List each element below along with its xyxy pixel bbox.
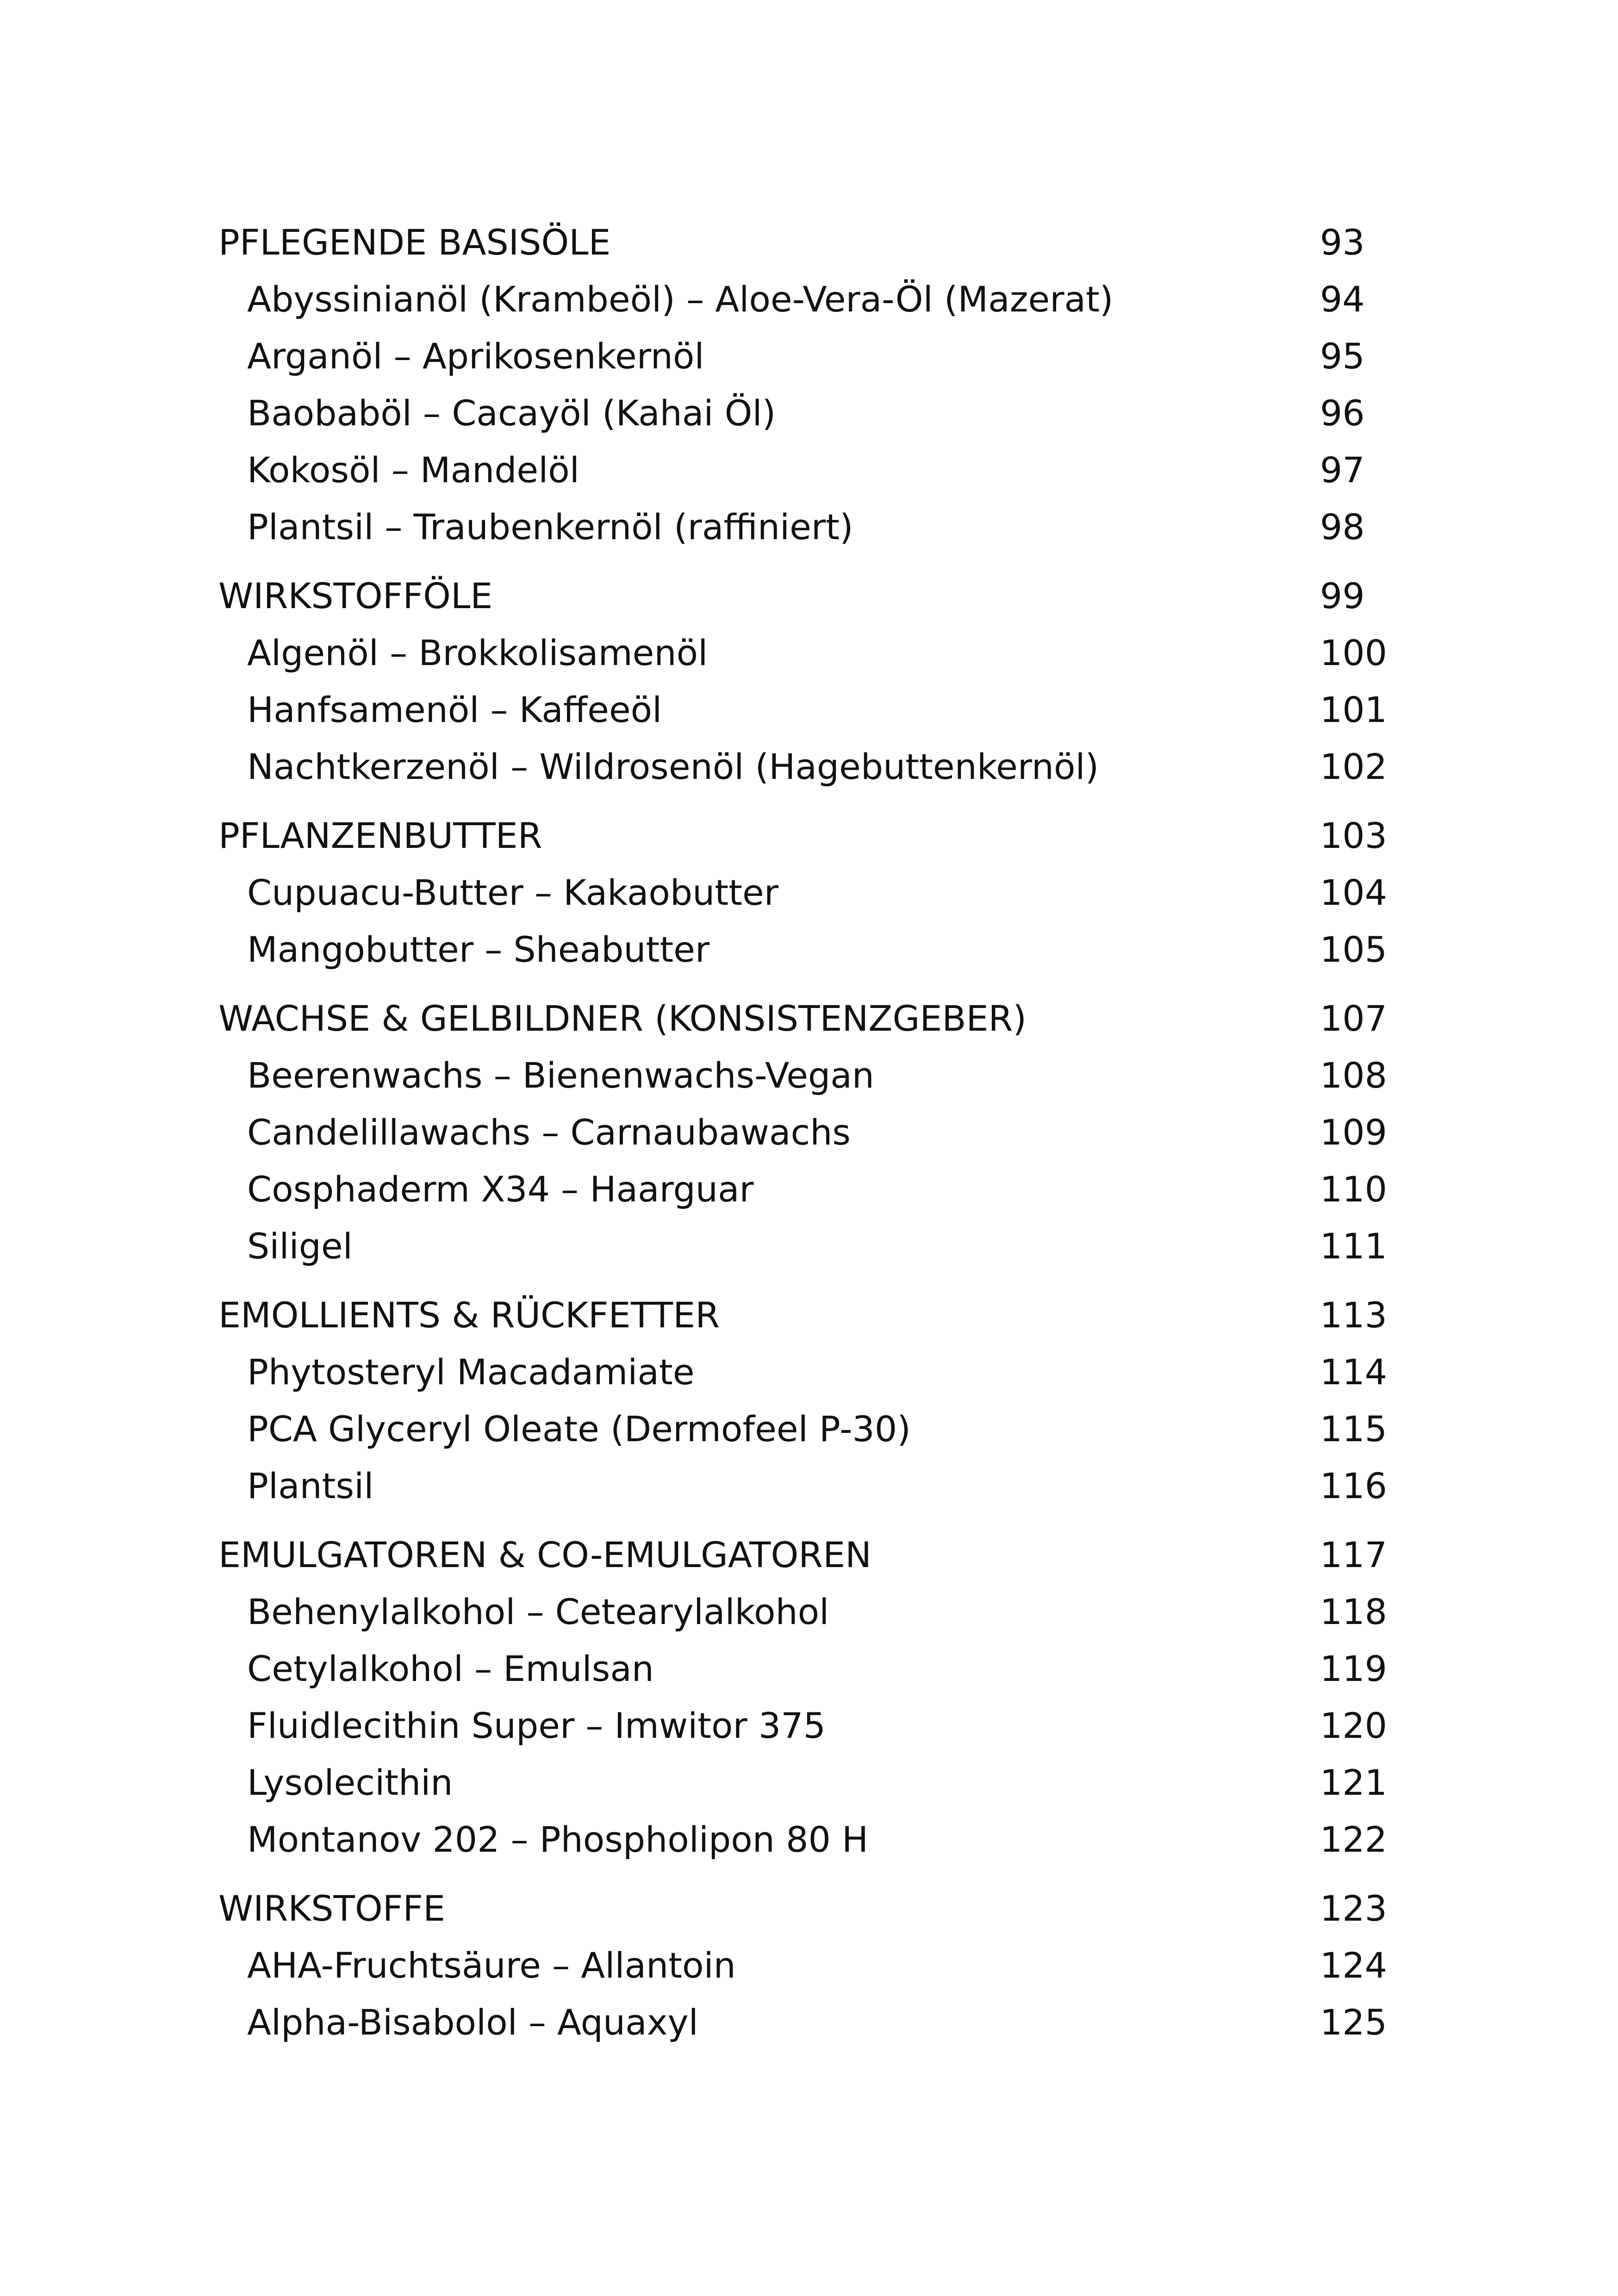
entry-page-number: 102 xyxy=(1320,746,1388,787)
toc-entry xyxy=(218,442,1387,498)
entry-label: Plantsil xyxy=(247,1465,374,1506)
entry-label: Abyssinianöl (Krambeöl) – Aloe-Vera-Öl (Mazerat) xyxy=(247,279,1114,320)
entry-page-number: 109 xyxy=(1320,1112,1388,1153)
toc-entry xyxy=(218,498,1387,555)
entry-page-number: 125 xyxy=(1320,2002,1388,2043)
toc-section xyxy=(218,567,1387,795)
entry-page-number: 115 xyxy=(1320,1408,1388,1450)
entry-label: AHA-Fruchtsäure – Allantoin xyxy=(247,1945,736,1986)
entry-page-number: 104 xyxy=(1320,872,1388,913)
section-page-number: 117 xyxy=(1320,1534,1388,1575)
entry-page-number: 118 xyxy=(1320,1591,1388,1632)
section-page-number: 107 xyxy=(1320,998,1388,1039)
toc-entry xyxy=(218,271,1387,328)
entry-label: Alpha-Bisabolol – Aquaxyl xyxy=(247,2002,698,2043)
toc-section xyxy=(218,807,1387,978)
toc-entry xyxy=(218,1994,1387,2051)
section-title: WACHSE & GELBILDNER (KONSISTENZGEBER) xyxy=(218,998,1027,1039)
toc-entry xyxy=(218,1344,1387,1400)
toc-section xyxy=(218,990,1387,1275)
toc-entry xyxy=(218,738,1387,795)
toc-entry xyxy=(218,1583,1387,1640)
entry-label: Cetylalkohol – Emulsan xyxy=(247,1648,654,1689)
entry-label: Baobaböl – Cacayöl (Kahai Öl) xyxy=(247,392,776,434)
entry-page-number: 97 xyxy=(1320,449,1365,491)
entry-page-number: 124 xyxy=(1320,1945,1388,1986)
entry-label: Lysolecithin xyxy=(247,1762,453,1803)
section-title: WIRKSTOFFÖLE xyxy=(218,575,493,616)
entry-page-number: 100 xyxy=(1320,632,1388,673)
entry-label: Cosphaderm X34 – Haarguar xyxy=(247,1169,754,1210)
toc-section xyxy=(218,214,1387,555)
entry-label: Fluidlecithin Super – Imwitor 375 xyxy=(247,1705,826,1746)
entry-page-number: 121 xyxy=(1320,1762,1388,1803)
toc-section xyxy=(218,1526,1387,1868)
entry-page-number: 116 xyxy=(1320,1465,1388,1506)
toc-entry xyxy=(218,681,1387,738)
entry-label: Montanov 202 – Phospholipon 80 H xyxy=(247,1819,869,1860)
entry-page-number: 101 xyxy=(1320,689,1388,730)
section-heading xyxy=(218,807,1387,864)
entry-label: Candelillawachs – Carnaubawachs xyxy=(247,1112,851,1153)
section-title: PFLEGENDE BASISÖLE xyxy=(218,222,611,263)
entry-label: Cupuacu-Butter – Kakaobutter xyxy=(247,872,778,913)
toc-entry xyxy=(218,921,1387,978)
section-title: PFLANZENBUTTER xyxy=(218,815,542,856)
section-heading xyxy=(218,990,1387,1047)
entry-page-number: 122 xyxy=(1320,1819,1388,1860)
section-heading xyxy=(218,1880,1387,1937)
entry-label: Algenöl – Brokkolisamenöl xyxy=(247,632,708,673)
entry-label: Arganöl – Aprikosenkernöl xyxy=(247,336,704,377)
entry-label: Hanfsamenöl – Kaffeeöl xyxy=(247,689,662,730)
entry-label: PCA Glyceryl Oleate (Dermofeel P-30) xyxy=(247,1408,911,1450)
entry-label: Beerenwachs – Bienenwachs-Vegan xyxy=(247,1055,874,1096)
toc-entry xyxy=(218,1218,1387,1275)
toc-entry xyxy=(218,1754,1387,1811)
toc-entry xyxy=(218,1400,1387,1457)
entry-page-number: 98 xyxy=(1320,506,1365,548)
toc-entry xyxy=(218,385,1387,442)
entry-label: Mangobutter – Sheabutter xyxy=(247,929,710,970)
entry-page-number: 110 xyxy=(1320,1169,1388,1210)
toc-entry xyxy=(218,1104,1387,1161)
toc-entry xyxy=(218,1697,1387,1754)
section-heading xyxy=(218,567,1387,624)
entry-page-number: 120 xyxy=(1320,1705,1388,1746)
entry-page-number: 119 xyxy=(1320,1648,1388,1689)
entry-page-number: 95 xyxy=(1320,336,1365,377)
entry-page-number: 105 xyxy=(1320,929,1388,970)
entry-page-number: 111 xyxy=(1320,1226,1388,1267)
section-heading xyxy=(218,1526,1387,1583)
section-heading xyxy=(218,1287,1387,1344)
entry-page-number: 108 xyxy=(1320,1055,1388,1096)
section-title: EMULGATOREN & CO-EMULGATOREN xyxy=(218,1534,871,1575)
toc-section xyxy=(218,1287,1387,1514)
section-page-number: 99 xyxy=(1320,575,1365,616)
section-page-number: 93 xyxy=(1320,222,1365,263)
entry-page-number: 114 xyxy=(1320,1351,1388,1393)
section-page-number: 103 xyxy=(1320,815,1388,856)
section-page-number: 113 xyxy=(1320,1294,1388,1336)
entry-label: Kokosöl – Mandelöl xyxy=(247,449,579,491)
toc-section xyxy=(218,1880,1387,2051)
toc-entry xyxy=(218,1811,1387,1868)
table-of-contents xyxy=(218,214,1387,2063)
entry-label: Siligel xyxy=(247,1226,353,1267)
toc-entry xyxy=(218,1161,1387,1218)
section-page-number: 123 xyxy=(1320,1888,1388,1929)
toc-entry xyxy=(218,1047,1387,1104)
entry-page-number: 96 xyxy=(1320,392,1365,434)
entry-page-number: 94 xyxy=(1320,279,1365,320)
toc-entry xyxy=(218,1457,1387,1514)
section-title: WIRKSTOFFE xyxy=(218,1888,446,1929)
toc-entry xyxy=(218,864,1387,921)
toc-entry xyxy=(218,1640,1387,1697)
section-title: EMOLLIENTS & RÜCKFETTER xyxy=(218,1294,720,1336)
entry-label: Behenylalkohol – Cetearylalkohol xyxy=(247,1591,829,1632)
entry-label: Phytosteryl Macadamiate xyxy=(247,1351,695,1393)
toc-entry xyxy=(218,328,1387,385)
section-heading xyxy=(218,214,1387,271)
toc-entry xyxy=(218,624,1387,681)
entry-label: Nachtkerzenöl – Wildrosenöl (Hagebuttenkernöl) xyxy=(247,746,1099,787)
toc-entry xyxy=(218,1937,1387,1994)
entry-label: Plantsil – Traubenkernöl (raffiniert) xyxy=(247,506,853,548)
